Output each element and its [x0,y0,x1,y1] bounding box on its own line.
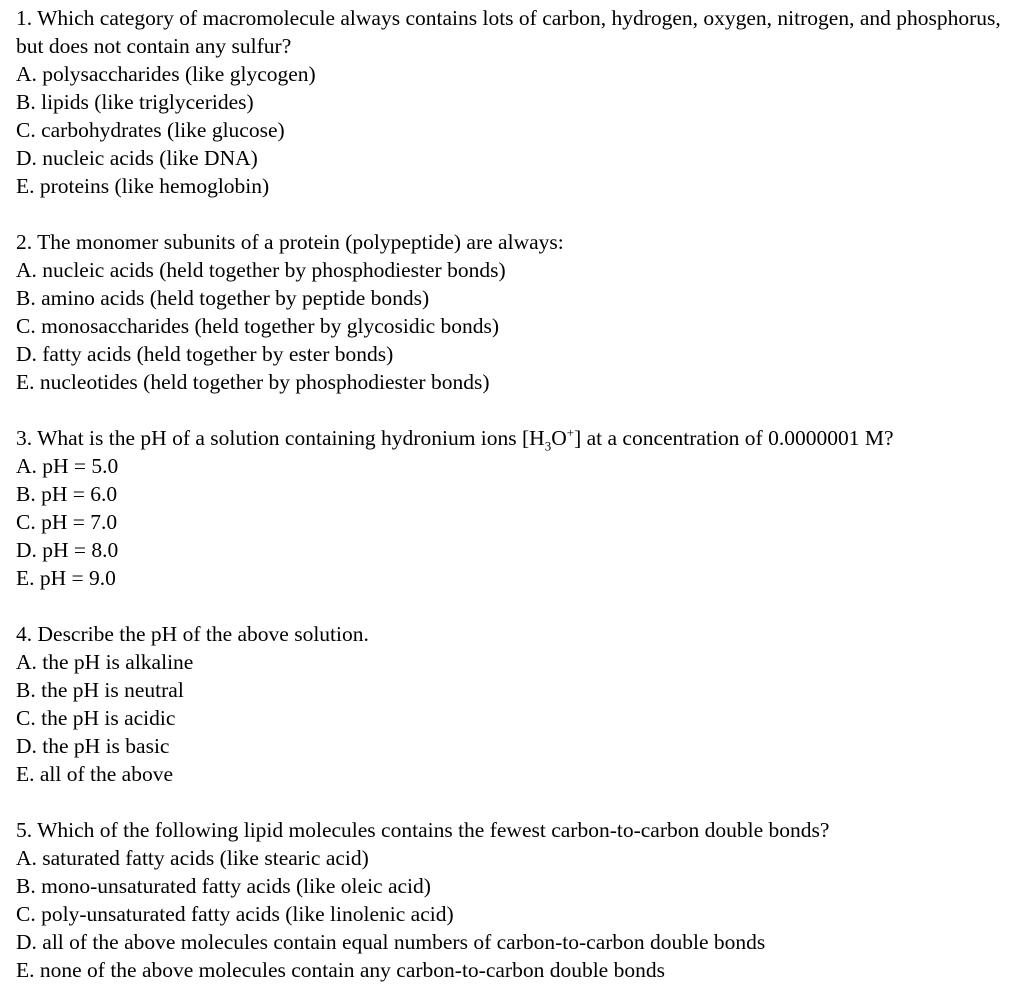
choice-a: A. pH = 5.0 [16,454,119,478]
question-3-text [16,424,1016,452]
choice-a: A. nucleic acids (held together by phosphodiester bonds) [16,258,506,282]
question-number: 2. [16,230,33,254]
choice-d: D. pH = 8.0 [16,538,119,562]
question-prompt-mid: O [551,426,567,450]
question-prompt-start: What is the pH of a solution containing hydronium ions [H [37,426,545,450]
question-3 [16,424,1016,592]
choice-e: E. all of the above [16,762,174,786]
choice-e: E. pH = 9.0 [16,566,116,590]
choice-c: C. the pH is acidic [16,706,176,730]
question-number: 1. [16,6,33,30]
choice-b: B. the pH is neutral [16,678,184,702]
superscript: + [566,424,575,440]
choice-a: A. the pH is alkaline [16,650,194,674]
choice-d: D. fatty acids (held together by ester bonds) [16,342,394,366]
question-5-text [16,816,1016,844]
question-4 [16,620,1016,788]
question-number: 3. [16,426,33,450]
question-number: 5. [16,818,33,842]
choice-e: E. nucleotides (held together by phosphodiester bonds) [16,370,490,394]
question-prompt: Describe the pH of the above solution. [37,622,369,646]
choice-b: B. mono-unsaturated fatty acids (like oleic acid) [16,874,431,898]
question-prompt-end: ] at a concentration of 0.0000001 M? [574,426,894,450]
choice-b: B. pH = 6.0 [16,482,118,506]
choice-e: E. none of the above molecules contain any carbon-to-carbon double bonds [16,958,665,982]
choice-c: C. carbohydrates (like glucose) [16,118,285,142]
question-1-text [16,4,1016,60]
question-prompt: The monomer subunits of a protein (polypeptide) are always: [37,230,564,254]
question-prompt: Which of the following lipid molecules contains the fewest carbon-to-carbon double bonds? [37,818,830,842]
choice-d: D. nucleic acids (like DNA) [16,146,258,170]
choice-e: E. proteins (like hemoglobin) [16,174,270,198]
question-2-text [16,228,1016,256]
subscript: 3 [544,438,552,454]
question-1 [16,4,1016,200]
choice-c: C. pH = 7.0 [16,510,118,534]
choice-b: B. amino acids (held together by peptide bonds) [16,286,430,310]
choice-d: D. all of the above molecules contain equal numbers of carbon-to-carbon double bonds [16,930,766,954]
choice-d: D. the pH is basic [16,734,170,758]
question-number: 4. [16,622,33,646]
choice-c: C. monosaccharides (held together by glycosidic bonds) [16,314,500,338]
question-2 [16,228,1016,396]
choice-a: A. saturated fatty acids (like stearic acid) [16,846,369,870]
question-4-text [16,620,1016,648]
question-5 [16,816,1016,984]
choice-b: B. lipids (like triglycerides) [16,90,254,114]
question-prompt: Which category of macromolecule always contains lots of carbon, hydrogen, oxygen, nitrogen, and phosphorus, but does not contain any sulfur? [16,6,1001,58]
choice-c: C. poly-unsaturated fatty acids (like linolenic acid) [16,902,454,926]
choice-a: A. polysaccharides (like glycogen) [16,62,316,86]
